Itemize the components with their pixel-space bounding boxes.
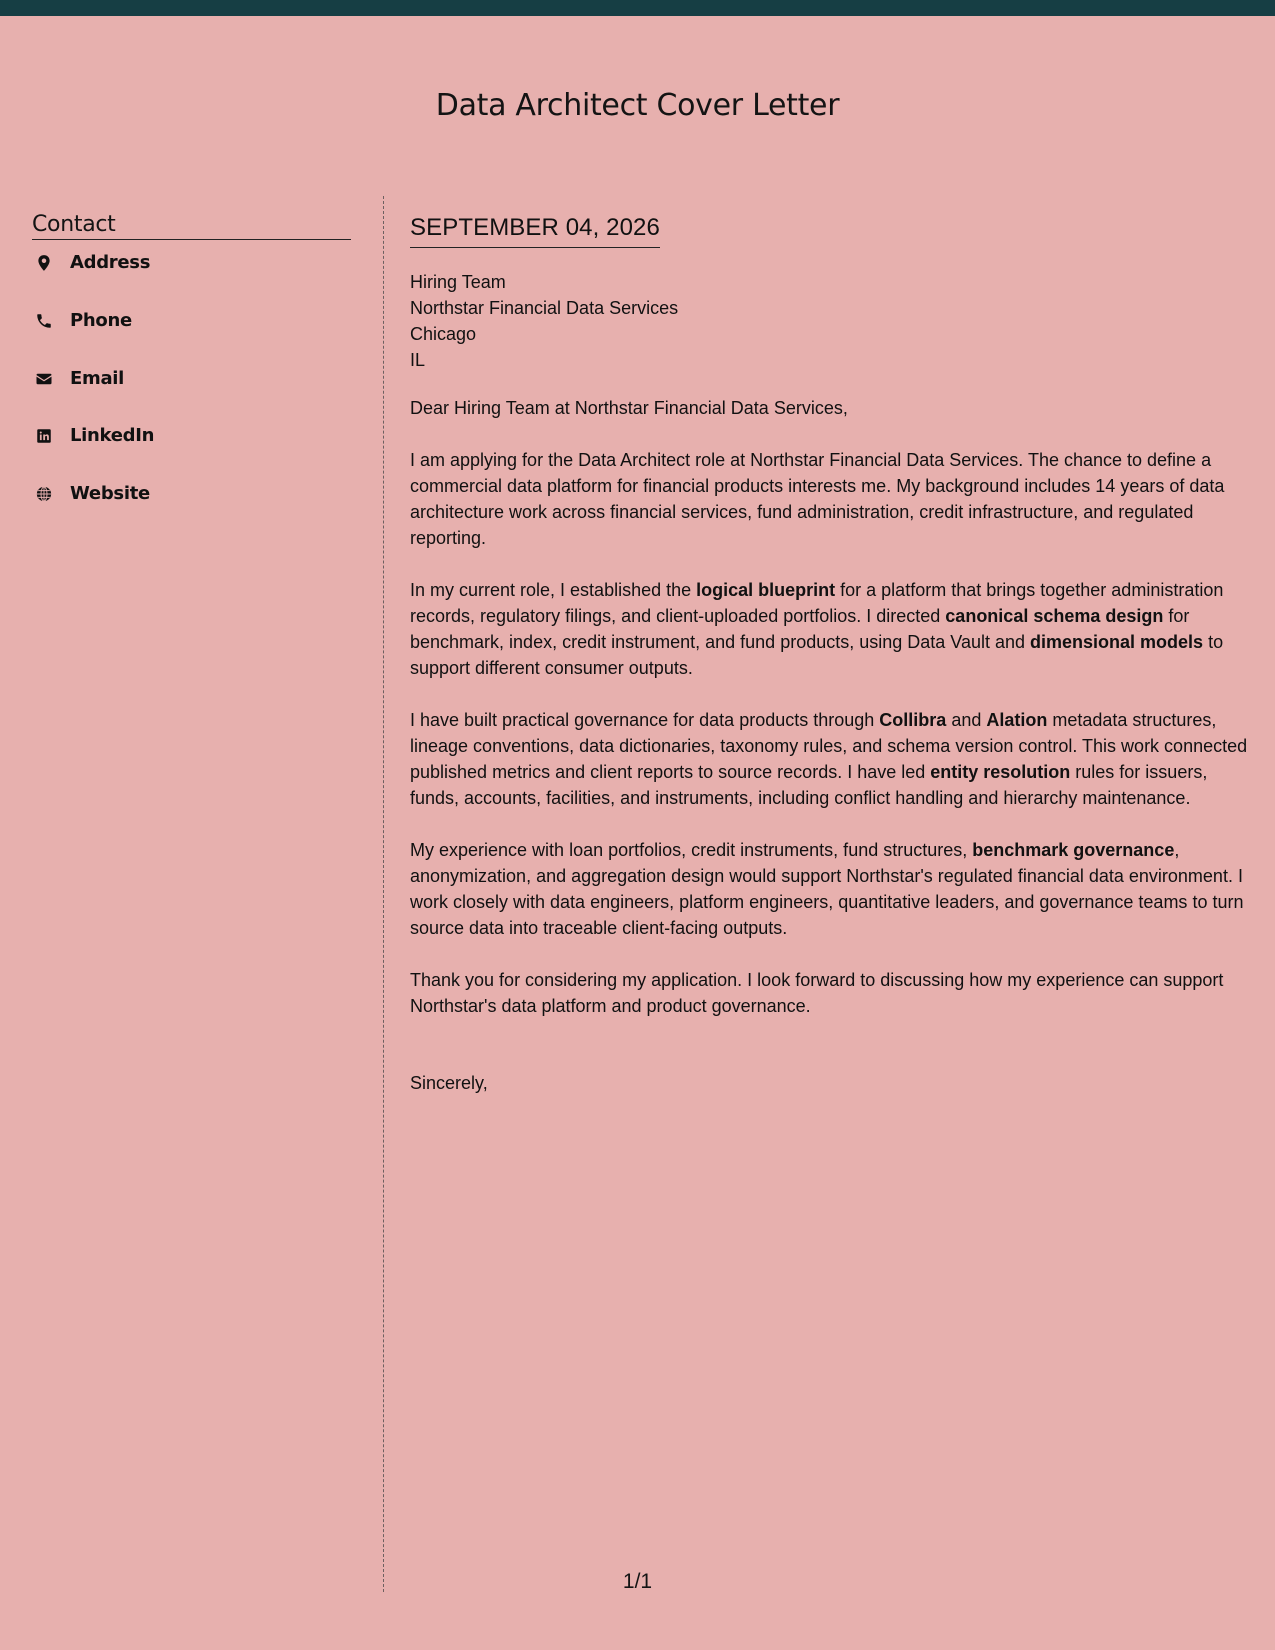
paragraph-text: rules for issuers, funds, accounts, facilities, and instruments, including conflict handling and hierarchy maintenance.: [410, 762, 1208, 808]
paragraph-text: for benchmark, index, credit instrument, and fund products, using Data Vault and: [410, 606, 1190, 652]
letter-body: [410, 214, 1250, 1096]
recipient-city: Chicago: [410, 324, 477, 344]
paragraph-text: I have built practical governance for data products through: [410, 710, 880, 730]
letter-date: SEPTEMBER 04, 2026: [410, 214, 660, 248]
recipient-block: [410, 269, 1250, 373]
emphasis-text: logical blueprint: [696, 580, 836, 600]
contact-item-phone[interactable]: [32, 298, 351, 356]
contact-label-phone: Phone: [70, 310, 132, 331]
recipient-company: Northstar Financial Data Services: [410, 298, 679, 318]
contact-item-linkedin[interactable]: [32, 413, 351, 471]
paragraph-text: Thank you for considering my application. I look forward to discussing how my experience can support Northstar's data platform and product governance.: [410, 970, 1224, 1016]
envelope-icon: [35, 370, 53, 388]
letter-paragraph: [410, 577, 1250, 681]
emphasis-text: canonical schema design: [945, 606, 1164, 626]
emphasis-text: Collibra: [879, 710, 947, 730]
emphasis-text: Alation: [986, 710, 1048, 730]
document-title: Data Architect Cover Letter: [435, 88, 840, 123]
contact-heading: Contact: [32, 212, 351, 240]
emphasis-text: entity resolution: [930, 762, 1071, 782]
recipient-state: IL: [410, 350, 426, 370]
paragraph-text: to support different consumer outputs.: [410, 632, 1224, 678]
letter-paragraphs: [410, 447, 1250, 1019]
contact-list: [32, 240, 351, 528]
paragraph-text: I am applying for the Data Architect role at Northstar Financial Data Services. The chance to define a commercial data platform for financial products interests me. My background includes 14 years of data architecture work across financial services, fund administration, credit infrastructure, and regulated reporting.: [410, 450, 1225, 548]
paragraph-text: In my current role, I established the: [410, 580, 697, 600]
paragraph-text: My experience with loan portfolios, credit instruments, fund structures,: [410, 840, 973, 860]
salutation: Dear Hiring Team at Northstar Financial Data Services,: [410, 398, 848, 418]
emphasis-text: benchmark governance: [972, 840, 1175, 860]
emphasis-text: dimensional models: [1030, 632, 1204, 652]
paragraph-text: metadata structures, lineage conventions, data dictionaries, taxonomy rules, and schema version control. This work connected published metrics and client reports to source records. I have led: [410, 710, 1248, 782]
recipient-name: Hiring Team: [410, 272, 506, 292]
closing: Sincerely,: [410, 1073, 488, 1093]
page-number: 1/1: [622, 1570, 653, 1593]
contact-item-website[interactable]: [32, 471, 351, 529]
letter-paragraph: [410, 837, 1250, 941]
letter-paragraph: [410, 707, 1250, 811]
contact-label-email: Email: [70, 367, 125, 389]
contact-label-address: Address: [70, 252, 151, 273]
contact-label-website: Website: [70, 482, 150, 504]
letter-paragraph: [410, 967, 1250, 1019]
contact-sidebar: [32, 212, 351, 528]
paragraph-text: and: [946, 710, 987, 730]
globe-icon: [35, 485, 53, 503]
linkedin-icon: [35, 427, 53, 445]
paragraph-text: for a platform that brings together administration records, regulatory filings, and client-uploaded portfolios. I directed: [410, 580, 1224, 626]
contact-item-email[interactable]: [32, 356, 351, 414]
map-pin-icon: [35, 254, 53, 272]
column-divider: [383, 196, 384, 1592]
contact-label-linkedin: LinkedIn: [70, 425, 155, 446]
contact-item-address[interactable]: [32, 240, 351, 298]
letter-paragraph: [410, 447, 1250, 551]
paragraph-text: , anonymization, and aggregation design would support Northstar's regulated financial data environment. I work closely with data engineers, platform engineers, quantitative leaders, and governance teams to turn source data into traceable client-facing outputs.: [410, 840, 1244, 938]
top-accent-bar: [0, 0, 1275, 16]
phone-icon: [35, 312, 53, 330]
